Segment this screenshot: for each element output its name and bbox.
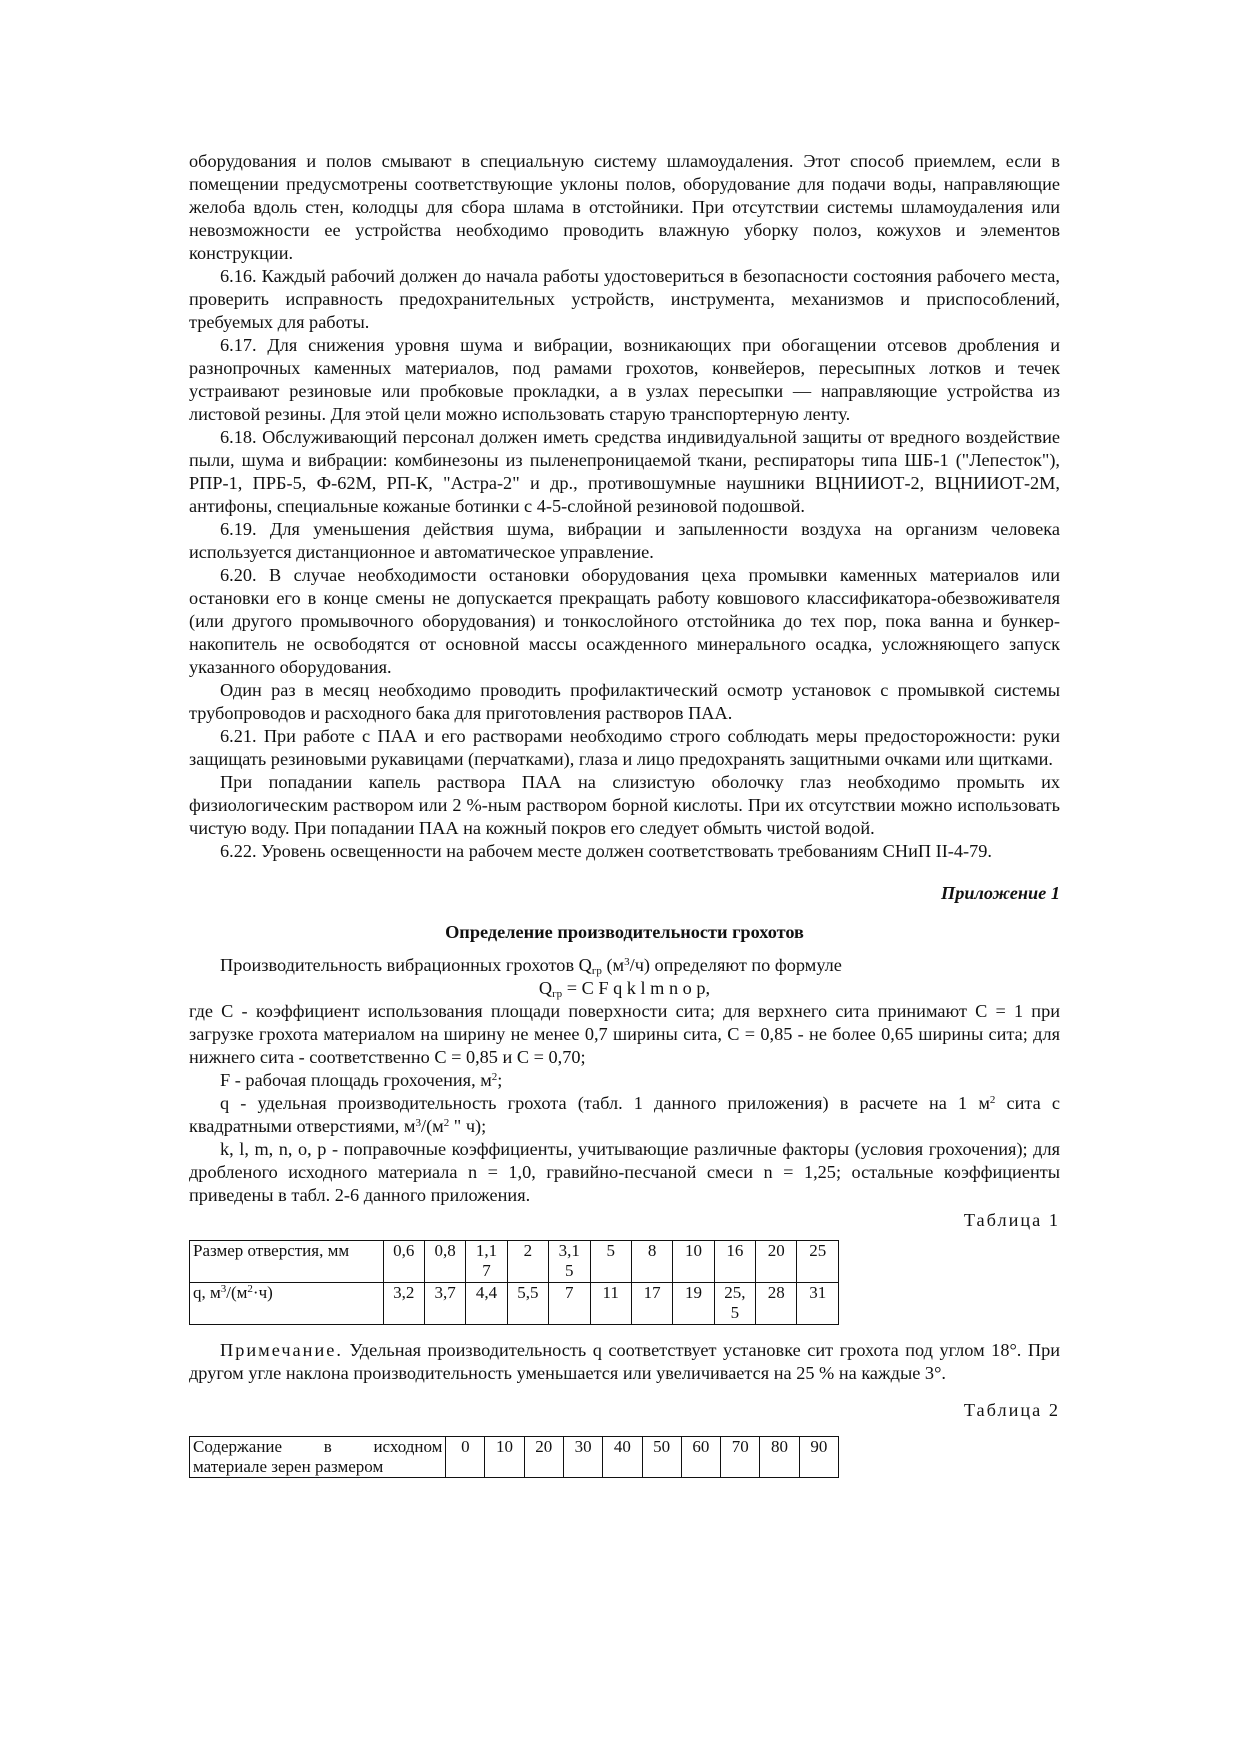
table1-cell: 0,6 xyxy=(383,1241,424,1283)
table2-caption: Таблица 2 xyxy=(963,1400,1060,1420)
table1 xyxy=(189,1240,839,1325)
table2-cell: 60 xyxy=(681,1437,720,1478)
table1-cell: 28 xyxy=(756,1283,797,1325)
paragraph-6-16: 6.16. Каждый рабочий должен до начала работы удостовериться в безопасности состояния рабочего места, проверить исправность предохранительных устройств, инструмента, механизмов и приспособлений, требуемых для работы. xyxy=(189,266,1060,332)
table2-cell: 10 xyxy=(485,1437,524,1478)
document-page xyxy=(189,150,1060,1478)
definition-f: F - рабочая площадь грохочения, $м^2$; xyxy=(220,1070,503,1090)
table2-cell: 50 xyxy=(642,1437,681,1478)
table2-cell: 70 xyxy=(721,1437,760,1478)
table1-cell: 1,1 7 xyxy=(466,1241,507,1283)
table2-cell: 80 xyxy=(760,1437,799,1478)
definition-c: где С - коэффициент использования площади поверхности сита; для верхнего сита принимают С = 1 при загрузке грохота материалом на ширину не менее 0,7 ширины сита, С = 0,85 - не более 0,65 ширины сита; для нижнего сита - соответственно С = 0,85 и С = 0,70; xyxy=(189,1001,1060,1067)
table1-row-label: q, $м^3/(м^2\cdot ч)$ xyxy=(190,1283,384,1325)
paragraph-continuation: оборудования и полов смывают в специальную систему шламоудаления. Этот способ приемлем, если в помещении предусмотрены соответствующие уклоны полов, оборудование для подачи воды, направляющие желоба вдоль стен, колодцы для сбора шлама в отстойники. При отсутствии системы шламоудаления или невозможности ее устройства необходимо проводить влажную уборку полоз, кожухов и элементов конструкции. xyxy=(189,151,1060,263)
table1-cell: 16 xyxy=(714,1241,755,1283)
table1-cell: 19 xyxy=(673,1283,714,1325)
table2-row-label: Содержание в исходном материале зерен размером xyxy=(190,1437,446,1478)
table1-cell: 10 xyxy=(673,1241,714,1283)
table1-cell: 31 xyxy=(797,1283,839,1325)
table2-cell: 20 xyxy=(524,1437,563,1478)
paragraph-6-21: 6.21. При работе с ПАА и его растворами необходимо строго соблюдать меры предосторожности: руки защищать резиновыми рукавицами (перчатками), глаза и лицо предохранять защитными очками или щитками. xyxy=(189,726,1060,769)
table1-row-productivity xyxy=(190,1283,839,1325)
table1-cell: 3,7 xyxy=(424,1283,465,1325)
definition-q: q - удельная производительность грохота (табл. 1 данного приложения) в расчете на 1 $м^2$ сита с квадратными отверстиями, $м^3/(м^2$ " ч); xyxy=(189,1093,1060,1136)
table1-cell: 8 xyxy=(631,1241,672,1283)
table1-caption: Таблица 1 xyxy=(963,1210,1060,1230)
table1-cell: 4,4 xyxy=(466,1283,507,1325)
paragraph-monthly-inspection: Один раз в месяц необходимо проводить профилактический осмотр установок с промывкой системы трубопроводов и расходного бака для приготовления растворов ПАА. xyxy=(189,680,1060,723)
table1-row-aperture xyxy=(190,1241,839,1283)
table2-cell: 30 xyxy=(563,1437,602,1478)
table2-row-content xyxy=(190,1437,839,1478)
table2-cell: 0 xyxy=(446,1437,485,1478)
table1-cell: 11 xyxy=(590,1283,631,1325)
table1-cell: 5,5 xyxy=(507,1283,548,1325)
table2 xyxy=(189,1436,839,1478)
table1-row-label: Размер отверстия, мм xyxy=(190,1241,384,1283)
paragraph-eye-contact: При попадании капель раствора ПАА на слизистую оболочку глаз необходимо промыть их физиологическим раствором или 2 %-ным раствором борной кислоты. При их отсутствии можно использовать чистую воду. При попадании ПАА на кожный покров его следует обмыть чистой водой. xyxy=(189,772,1060,838)
table1-cell: 20 xyxy=(756,1241,797,1283)
table2-cell: 90 xyxy=(799,1437,838,1478)
paragraph-6-22: 6.22. Уровень освещенности на рабочем месте должен соответствовать требованиям СНиП II-4-79. xyxy=(220,841,992,861)
table1-cell: 25, 5 xyxy=(714,1283,755,1325)
paragraph-6-20: 6.20. В случае необходимости остановки оборудования цеха промывки каменных материалов или остановки его в конце смены не допускается прекращать работу ковшового классификатора-обезвоживателя (или другого промывочного оборудования) и тонкослойного отстойника до тех пор, пока ванна и бункер-накопитель не освободятся от основной массы осажденного минерального осадка, усложняющего запуск указанного оборудования. xyxy=(189,565,1060,677)
paragraph-6-18: 6.18. Обслуживающий персонал должен иметь средства индивидуальной защиты от вредного воздействие пыли, шума и вибрации: комбинезоны из пыленепроницаемой ткани, респираторы типа ШБ-1 ("Лепесток"), РПР-1, ПРБ-5, Ф-62М, РП-К, "Астра-2" и др., противошумные наушники ВЦНИИОТ-2, ВЦНИИОТ-2М, антифоны, специальные кожаные ботинки с 4-5-слойной резиновой подошвой. xyxy=(189,427,1060,516)
formula: $Q_{гр} = C$ F q k l m n o p, xyxy=(538,978,711,1000)
table1-cell: 7 xyxy=(549,1283,590,1325)
table1-cell: 0,8 xyxy=(424,1241,465,1283)
table2-cell: 40 xyxy=(603,1437,642,1478)
table1-cell: 17 xyxy=(631,1283,672,1325)
paragraph-6-17: 6.17. Для снижения уровня шума и вибрации, возникающих при обогащении отсевов дробления и разнопрочных каменных материалов, под рамами грохотов, конвейеров, пересыпных лотков и течек устраивают резиновые или пробковые прокладки, а в узлах пересыпки — направляющие устройства из листовой резины. Для этой цели можно использовать старую транспортерную ленту. xyxy=(189,335,1060,424)
table1-cell: 3,1 5 xyxy=(549,1241,590,1283)
table1-cell: 3,2 xyxy=(383,1283,424,1325)
appendix-label: Приложение 1 xyxy=(940,883,1060,903)
table1-note: Примечание. Удельная производительность q соответствует установке сит грохота под углом 18°. При другом угле наклона производительность уменьшается или увеличивается на 25 % на каждые 3°. xyxy=(189,1340,1060,1383)
appendix-title: Определение производительности грохотов xyxy=(445,922,804,942)
definition-coefficients: k, l, m, n, o, p - поправочные коэффициенты, учитывающие различные факторы (условия грохочения); для дробленого исходного материала n = 1,0, гравийно-песчаной смеси n = 1,25; остальные коэффициенты приведены в табл. 2-6 данного приложения. xyxy=(189,1139,1060,1205)
paragraph-6-19: 6.19. Для уменьшения действия шума, вибрации и запыленности воздуха на организм человека используется дистанционное и автоматическое управление. xyxy=(189,519,1060,562)
table1-cell: 25 xyxy=(797,1241,839,1283)
formula-intro: Производительность вибрационных грохотов $Q_{гр}$ $(м^3/ч)$ определяют по формуле xyxy=(220,955,842,977)
table1-cell: 5 xyxy=(590,1241,631,1283)
table1-cell: 2 xyxy=(507,1241,548,1283)
